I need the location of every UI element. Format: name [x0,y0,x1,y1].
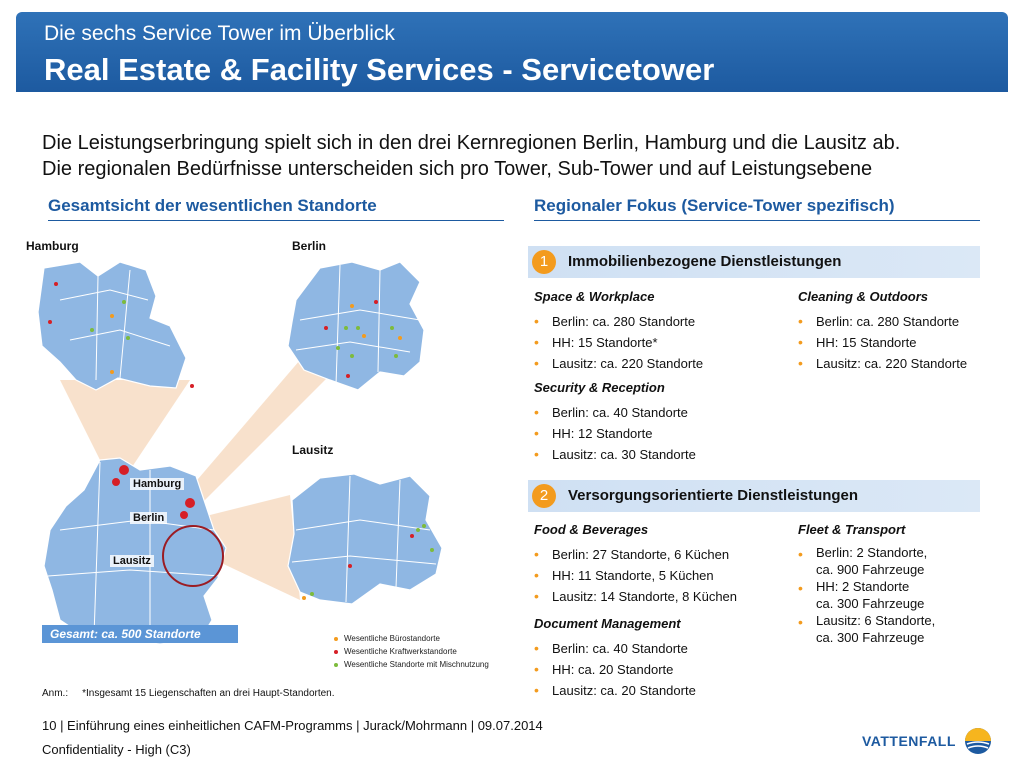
lausitz-site-dot [422,524,426,528]
berlin-site-dot [324,326,328,330]
list-item: • Lausitz: 6 Standorte, ca. 300 Fahrzeuge [798,612,935,646]
section-1-number: 1 [532,250,556,274]
document-management-title: Document Management [534,616,681,631]
map-city-berlin: Berlin [130,512,167,524]
hamburg-site-dot [190,384,194,388]
food-beverages-title: Food & Beverages [534,522,649,537]
berlin-site-dot [398,336,402,340]
list-item: • Lausitz: ca. 220 Standorte [798,353,967,374]
footnote-label: Anm.: [42,688,69,699]
section-1-bar [528,246,980,278]
section-1-title: Immobilienbezogene Dienstleistungen [568,253,842,270]
berlin-site-dot [374,300,378,304]
total-sites-badge: Gesamt: ca. 500 Standorte [42,625,238,643]
slide-subtitle: Die sechs Service Tower im Überblick [44,22,395,45]
section-2-bar [528,480,980,512]
lausitz-zoom-label: Lausitz [292,443,334,457]
security-reception-title: Security & Reception [534,380,665,395]
footnote-text: *Insgesamt 15 Liegenschaften an drei Haupt-Standorten. [82,688,335,699]
slide-title: Real Estate & Facility Services - Servicetower [44,52,715,87]
list-item: • Berlin: 2 Standorte, ca. 900 Fahrzeuge [798,544,935,578]
lausitz-site-dot [410,534,414,538]
hamburg-map-pin [112,478,120,486]
lausitz-site-dot [310,592,314,596]
list-item: • Berlin: ca. 40 Standorte [534,638,696,659]
berlin-map-pin [185,498,195,508]
berlin-site-dot [356,326,360,330]
berlin-site-dot [390,326,394,330]
document-management-list [534,638,696,701]
hamburg-zoom-ray [60,380,190,470]
lausitz-site-dot [302,596,306,600]
berlin-zoom-label: Berlin [292,239,327,253]
hamburg-site-dot [90,328,94,332]
space-workplace-list [534,311,703,374]
list-item: • Berlin: ca. 280 Standorte [534,311,703,332]
lausitz-region-map [288,474,442,604]
food-beverages-list [534,544,737,607]
footer-line: 10 | Einführung eines einheitlichen CAFM-Programms | Jurack/Mohrmann | 09.07.2014 [42,718,543,733]
intro-line-2: Die regionalen Bedürfnisse unterscheiden sich pro Tower, Sub-Tower und auf Leistungsebene [42,158,873,180]
fleet-transport-list [798,544,935,646]
cleaning-outdoors-title: Cleaning & Outdoors [798,289,928,304]
list-item: • Lausitz: 14 Standorte, 8 Küchen [534,586,737,607]
berlin-region-map [288,262,424,390]
list-item: • HH: 11 Standorte, 5 Küchen [534,565,737,586]
list-item: • Berlin: ca. 40 Standorte [534,402,696,423]
section-2-number: 2 [532,484,556,508]
list-item: • HH: 12 Standorte [534,423,696,444]
vattenfall-symbol-icon [962,726,994,756]
list-item: • Berlin: ca. 280 Standorte [798,311,967,332]
list-item: • Lausitz: ca. 20 Standorte [534,680,696,701]
security-reception-list [534,402,696,465]
berlin-site-dot [336,346,340,350]
list-item: • HH: 15 Standorte [798,332,967,353]
section-2-title: Versorgungsorientierte Dienstleistungen [568,487,859,504]
berlin-site-dot [350,354,354,358]
map-legend [334,632,489,671]
list-item: • Berlin: 27 Standorte, 6 Küchen [534,544,737,565]
berlin-site-dot [362,334,366,338]
orange-dot-icon [334,637,338,641]
green-dot-icon [334,663,338,667]
hamburg-site-dot [126,336,130,340]
confidentiality-label: Confidentiality - High (C3) [42,742,191,757]
berlin-map-pin [180,511,188,519]
list-item: • Lausitz: ca. 30 Standorte [534,444,696,465]
hamburg-zoom-label: Hamburg [26,239,79,253]
red-dot-icon [334,650,338,654]
list-item: • Lausitz: ca. 220 Standorte [534,353,703,374]
lausitz-site-dot [348,564,352,568]
berlin-site-dot [350,304,354,308]
list-item: • HH: 2 Standorte ca. 300 Fahrzeuge [798,578,935,612]
hamburg-site-dot [48,320,52,324]
fleet-transport-title: Fleet & Transport [798,522,906,537]
map-city-lausitz: Lausitz [110,555,154,567]
vattenfall-logo [862,726,994,756]
cleaning-outdoors-list [798,311,967,374]
location-maps [0,0,520,680]
brand-wordmark: VATTENFALL [862,733,956,749]
list-item: • HH: 15 Standorte* [534,332,703,353]
list-item: • HH: ca. 20 Standorte [534,659,696,680]
hamburg-site-dot [110,314,114,318]
berlin-site-dot [344,326,348,330]
footnote [42,688,349,699]
berlin-site-dot [394,354,398,358]
hamburg-site-dot [110,370,114,374]
legend-powerplant: Wesentliche Kraftwerkstandorte [334,645,489,658]
right-section-heading: Regionaler Fokus (Service-Tower spezifisch) [534,196,980,221]
lausitz-site-dot [416,528,420,532]
legend-mixed: Wesentliche Standorte mit Mischnutzung [334,658,489,671]
legend-office: Wesentliche Bürostandorte [334,632,489,645]
hamburg-site-dot [122,300,126,304]
intro-line-1: Die Leistungserbringung spielt sich in den drei Kernregionen Berlin, Hamburg und die Lausitz ab. [42,132,901,154]
space-workplace-title: Space & Workplace [534,289,655,304]
berlin-site-dot [346,374,350,378]
hamburg-site-dot [54,282,58,286]
hamburg-map-pin [119,465,129,475]
lausitz-site-dot [430,548,434,552]
map-city-hamburg: Hamburg [130,478,184,490]
left-section-heading: Gesamtsicht der wesentlichen Standorte [48,196,504,221]
